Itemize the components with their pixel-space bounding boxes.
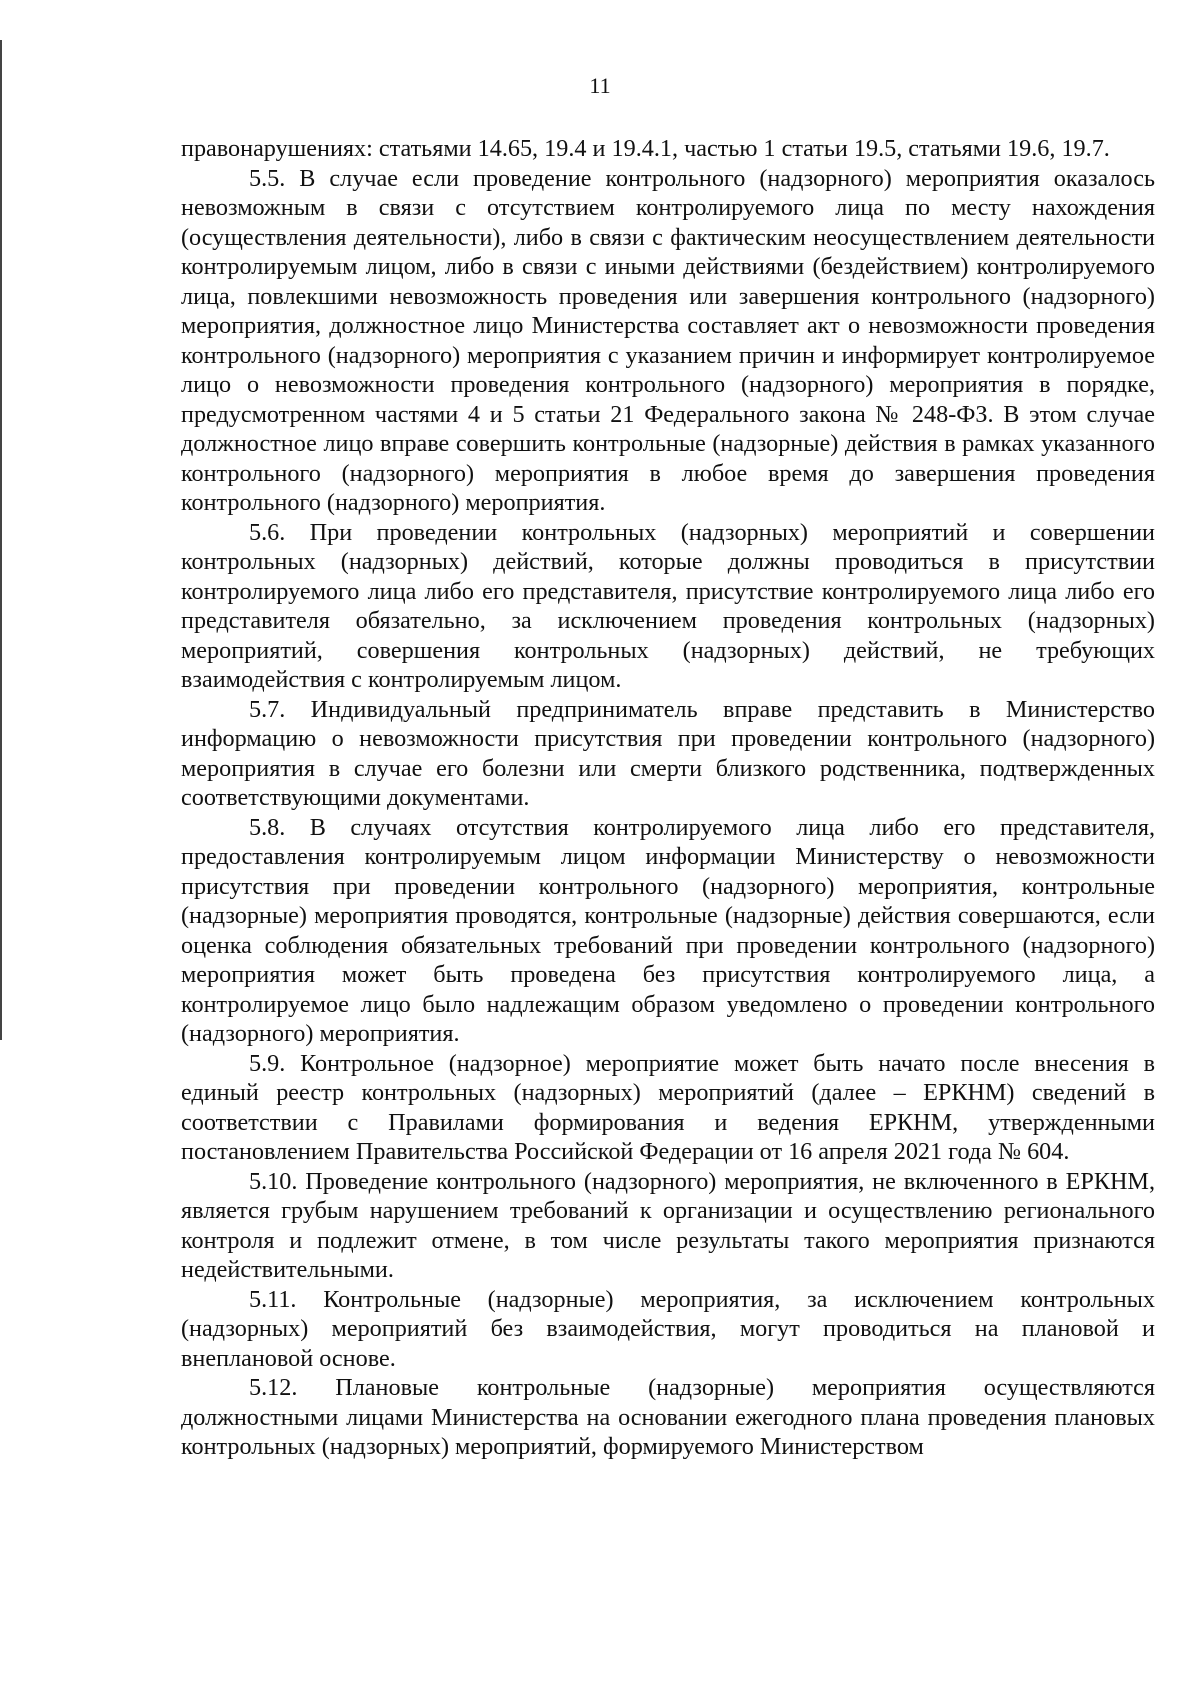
paragraph-5-5: 5.5. В случае если проведение контрольного (надзорного) мероприятия оказалось невозможным в связи с отсутствием контролируемого лица по месту нахождения (осуществления деятельности), либо в связи с фактическим неосуществлением деятельности контролируемым лицом, либо в связи с иными действиями (бездействием) контролируемого лица, повлекшими невозможность проведения или завершения контрольного (надзорного) мероприятия, должностное лицо Министерства составляет акт о невозможности проведения контрольного (надзорного) мероприятия с указанием причин и информирует контролируемое лицо о невозможности проведения контрольного (надзорного) мероприятия в порядке, предусмотренном частями 4 и 5 статьи 21 Федерального закона № 248-ФЗ. В этом случае должностное лицо вправе совершить контрольные (надзорные) действия в рамках указанного контрольного (надзорного) мероприятия в любое время до завершения проведения контрольного (надзорного) мероприятия.	[181, 164, 1155, 516]
paragraph-5-9: 5.9. Контрольное (надзорное) мероприятие может быть начато после внесения в единый реестр контрольных (надзорных) мероприятий (далее – ЕРКНМ) сведений в соответствии с Правилами формирования и ведения ЕРКНМ, утвержденными постановлением Правительства Российской Федерации от 16 апреля 2021 года № 604.	[181, 1049, 1155, 1165]
paragraph-5-6: 5.6. При проведении контрольных (надзорных) мероприятий и совершении контрольных (надзорных) действий, которые должны проводиться в присутствии контролируемого лица либо его представителя, присутствие контролируемого лица либо его представителя обязательно, за исключением проведения контрольных (надзорных) мероприятий, совершения контрольных (надзорных) действий, не требующих взаимодействия с контролируемым лицом.	[181, 518, 1155, 693]
paragraph-5-7: 5.7. Индивидуальный предприниматель вправе представить в Министерство информацию о невозможности присутствия при проведении контрольного (надзорного) мероприятия в случае его болезни или смерти близкого родственника, подтвержденных соответствующими документами.	[181, 695, 1155, 811]
paragraph-5-11: 5.11. Контрольные (надзорные) мероприятия, за исключением контрольных (надзорных) мероприятий без взаимодействия, могут проводиться на плановой и внеплановой основе.	[181, 1285, 1155, 1372]
paragraph-5-8: 5.8. В случаях отсутствия контролируемого лица либо его представителя, предоставления контролируемым лицом информации Министерству о невозможности присутствия при проведении контрольного (надзорного) мероприятия, контрольные (надзорные) мероприятия проводятся, контрольные (надзорные) действия совершаются, если оценка соблюдения обязательных требований при проведении контрольного (надзорного) мероприятия может быть проведена без присутствия контролируемого лица, а контролируемое лицо было надлежащим образом уведомлено о проведении контрольного (надзорного) мероприятия.	[181, 813, 1155, 1047]
document-body	[181, 134, 1155, 1462]
page-number: 11	[589, 73, 611, 98]
paragraph-continuation: правонарушениях: статьями 14.65, 19.4 и 19.4.1, частью 1 статьи 19.5, статьями 19.6, 19.7.	[181, 135, 1110, 162]
scan-edge-line	[0, 40, 2, 1040]
paragraph-5-12: 5.12. Плановые контрольные (надзорные) мероприятия осуществляются должностными лицами Министерства на основании ежегодного плана проведения плановых контрольных (надзорных) мероприятий, формируемого Министерством	[181, 1374, 1155, 1460]
paragraph-5-10: 5.10. Проведение контрольного (надзорного) мероприятия, не включенного в ЕРКНМ, является грубым нарушением требований к организации и осуществлению регионального контроля и подлежит отмене, в том числе результаты такого мероприятия признаются недействительными.	[181, 1167, 1155, 1283]
